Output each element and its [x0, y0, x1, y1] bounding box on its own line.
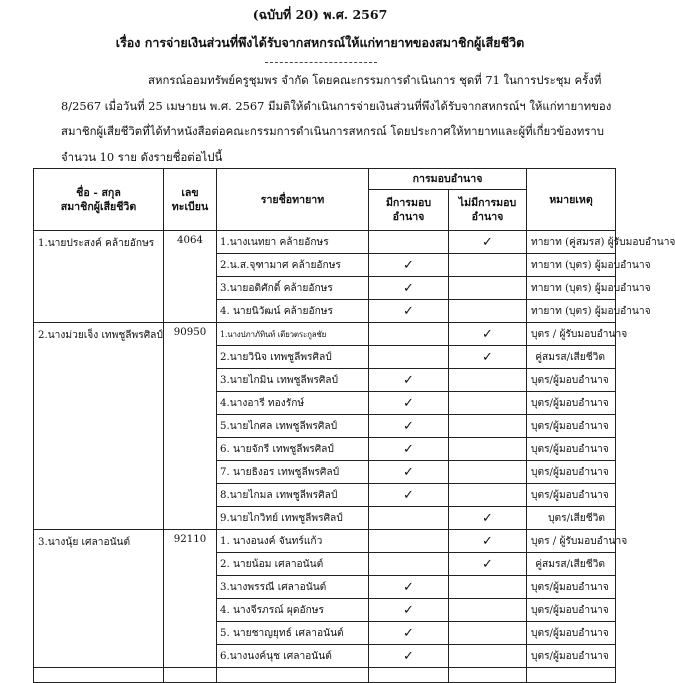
- not-authorized-cell: [449, 461, 527, 484]
- header-authorized: มีการมอบ อำนาจ: [369, 190, 449, 231]
- heir-name-cell: 7. นายธิงอร เทพชูลีพรศิลป์: [217, 461, 369, 484]
- header-remarks: หมายเหตุ: [527, 169, 616, 231]
- header-not-authorized: ไม่มีการมอบ อำนาจ: [449, 190, 527, 231]
- check-mark-icon: ✓: [403, 441, 414, 457]
- table-row: [34, 530, 616, 553]
- heir-name-cell: 2. นายน้อม เศลาอนันต์: [217, 553, 369, 576]
- not-authorized-cell: [449, 254, 527, 277]
- not-authorized-cell: [449, 277, 527, 300]
- remark-cell: บุตร/ผู้มอบอำนาจ: [527, 599, 616, 622]
- remark-cell: บุตร/ผู้มอบอำนาจ: [527, 438, 616, 461]
- table-body: [34, 231, 675, 683]
- authorized-cell: [369, 645, 449, 668]
- check-mark-icon: ✓: [403, 280, 414, 296]
- remark-cell: ทายาท (บุตร) ผู้มอบอำนาจ: [527, 254, 616, 277]
- authorized-cell: [369, 300, 449, 323]
- not-authorized-cell: [449, 323, 527, 346]
- check-mark-icon: ✓: [482, 556, 493, 572]
- intro-line-4: จำนวน 10 ราย ดังรายชื่อต่อไปนี้: [61, 150, 223, 164]
- remark-cell: บุตร/ผู้มอบอำนาจ: [527, 461, 616, 484]
- heir-name-cell: 5. นายชาญยุทธ์ เศลาอนันต์: [217, 622, 369, 645]
- authorized-cell: [369, 553, 449, 576]
- member-name-cell: 1.นายประสงค์ คล้ายอักษร: [34, 231, 164, 323]
- authorized-cell: [369, 392, 449, 415]
- check-mark-icon: ✓: [403, 487, 414, 503]
- not-authorized-cell: [449, 553, 527, 576]
- heir-name-cell: 1.นางเนทยา คล้ายอักษร: [217, 231, 369, 254]
- authorized-cell: [369, 599, 449, 622]
- authorized-cell: [369, 484, 449, 507]
- member-name-cell: 2.นางม่วยเจ็ง เทพชูลีพรศิลป์: [34, 323, 164, 530]
- check-mark-icon: ✓: [403, 372, 414, 388]
- authorized-cell: [369, 231, 449, 254]
- check-mark-icon: ✓: [482, 533, 493, 549]
- empty-cell: [217, 668, 369, 683]
- heir-name-cell: 3.นายอดิศักดิ์ คล้ายอักษร: [217, 277, 369, 300]
- not-authorized-cell: [449, 622, 527, 645]
- empty-cell: [449, 668, 527, 683]
- announcement-subject: เรื่อง การจ่ายเงินส่วนที่พึงได้รับจากสหกรณ์ให้แก่ทายาทของสมาชิกผู้เสียชีวิต: [115, 35, 525, 50]
- reg-no-cell: 90950: [164, 323, 217, 530]
- empty-cell: [369, 668, 449, 683]
- check-mark-icon: ✓: [403, 602, 414, 618]
- remark-cell: ทายาท (คู่สมรส) ผู้รับมอบอำนาจ: [527, 231, 616, 254]
- heir-name-cell: 8.นายไกมล เทพชูลีพรศิลป์: [217, 484, 369, 507]
- check-mark-icon: ✓: [482, 234, 493, 250]
- header-member: ชื่อ - สกุล สมาชิกผู้เสียชีวิต: [34, 169, 164, 231]
- intro-line-3: สมาชิกผู้เสียชีวิตที่ได้ทำหนังสือต่อคณะกรรมการดำเนินการสหกรณ์ โดยประกาศให้ทายาทและผู้ที่เกี่ยวข้องทราบ: [61, 124, 604, 138]
- heir-name-cell: 2.นายวินิจ เทพชูลีพรศิลป์: [217, 346, 369, 369]
- authorized-cell: [369, 346, 449, 369]
- check-mark-icon: ✓: [403, 579, 414, 595]
- heir-name-cell: 5.นายไกศล เทพชูลีพรศิลป์: [217, 415, 369, 438]
- authorized-cell: [369, 369, 449, 392]
- authorized-cell: [369, 415, 449, 438]
- not-authorized-cell: [449, 300, 527, 323]
- remark-cell: บุตร / ผู้รับมอบอำนาจ: [527, 530, 616, 553]
- not-authorized-cell: [449, 484, 527, 507]
- remark-cell: บุตร/ผู้มอบอำนาจ: [527, 369, 616, 392]
- title-divider: [265, 62, 377, 63]
- heir-name-cell: 6. นายจักรี เทพชูลีพรศิลป์: [217, 438, 369, 461]
- authorized-cell: [369, 622, 449, 645]
- member-name-cell: 3.นางนุ้ย เศลาอนันต์: [34, 530, 164, 668]
- check-mark-icon: ✓: [403, 418, 414, 434]
- header-reg-no: เลข ทะเบียน: [164, 169, 217, 231]
- authorized-cell: [369, 254, 449, 277]
- remark-cell: บุตร/ผู้มอบอำนาจ: [527, 645, 616, 668]
- remark-cell: ทายาท (บุตร) ผู้มอบอำนาจ: [527, 277, 616, 300]
- table-header: [34, 169, 616, 231]
- heir-name-cell: 3.นางพรรณี เศลาอนันต์: [217, 576, 369, 599]
- remark-cell: บุตร/ผู้มอบอำนาจ: [527, 576, 616, 599]
- not-authorized-cell: [449, 645, 527, 668]
- header-heirs: รายชื่อทายาท: [217, 169, 369, 231]
- heir-name-cell: 1.นางปภาภัทินท์ เตียวตระกูลชัย: [217, 323, 369, 346]
- not-authorized-cell: [449, 507, 527, 530]
- announcement-number: (ฉบับที่ 20) พ.ศ. 2567: [252, 7, 388, 22]
- heir-name-cell: 4. นายนิวัฒน์ คล้ายอักษร: [217, 300, 369, 323]
- check-mark-icon: ✓: [403, 648, 414, 664]
- not-authorized-cell: [449, 415, 527, 438]
- authorized-cell: [369, 576, 449, 599]
- not-authorized-cell: [449, 392, 527, 415]
- remark-cell: บุตร/ผู้มอบอำนาจ: [527, 415, 616, 438]
- check-mark-icon: ✓: [482, 326, 493, 342]
- remark-cell: คู่สมรส/เสียชีวิต: [527, 553, 616, 576]
- empty-cell: [527, 668, 616, 683]
- authorized-cell: [369, 530, 449, 553]
- heir-name-cell: 4. นางจีรภรณ์ ผุดอักษร: [217, 599, 369, 622]
- empty-cell: [164, 668, 217, 683]
- empty-cell: [34, 668, 164, 683]
- intro-line-2: 8/2567 เมื่อวันที่ 25 เมษายน พ.ศ. 2567 มีมติให้ดำเนินการจ่ายเงินส่วนที่พึงได้รับจากสหกรณ์ฯ ให้แก่ทายาทของ: [61, 99, 612, 113]
- authorized-cell: [369, 461, 449, 484]
- check-mark-icon: ✓: [403, 303, 414, 319]
- heir-name-cell: 2.น.ส.จุฑามาศ คล้ายอักษร: [217, 254, 369, 277]
- not-authorized-cell: [449, 530, 527, 553]
- check-mark-icon: ✓: [403, 257, 414, 273]
- not-authorized-cell: [449, 599, 527, 622]
- remark-cell: บุตร / ผู้รับมอบอำนาจ: [527, 323, 616, 346]
- intro-line-1: สหกรณ์ออมทรัพย์ครูชุมพร จำกัด โดยคณะกรรมการดำเนินการ ชุดที่ 71 ในการประชุม ครั้งที่: [148, 73, 602, 87]
- remark-cell: ทายาท (บุตร) ผู้มอบอำนาจ: [527, 300, 616, 323]
- authorized-cell: [369, 507, 449, 530]
- remark-cell: บุตร/ผู้มอบอำนาจ: [527, 392, 616, 415]
- not-authorized-cell: [449, 231, 527, 254]
- not-authorized-cell: [449, 369, 527, 392]
- table-row-cutoff: [34, 668, 616, 683]
- remark-cell: คู่สมรส/เสียชีวิต: [527, 346, 616, 369]
- not-authorized-cell: [449, 346, 527, 369]
- remark-cell: บุตร/เสียชีวิต: [527, 507, 616, 530]
- remark-cell: บุตร/ผู้มอบอำนาจ: [527, 484, 616, 507]
- check-mark-icon: ✓: [482, 349, 493, 365]
- header-authorization: การมอบอำนาจ: [369, 169, 527, 190]
- reg-no-cell: 4064: [164, 231, 217, 323]
- authorized-cell: [369, 277, 449, 300]
- table-row: [34, 231, 616, 254]
- heirs-table: [33, 168, 675, 683]
- not-authorized-cell: [449, 438, 527, 461]
- check-mark-icon: ✓: [403, 395, 414, 411]
- table-row: [34, 323, 616, 346]
- heir-name-cell: 9.นายไกวิทย์ เทพชูลีพรศิลป์: [217, 507, 369, 530]
- heir-name-cell: 6.นางนงค์นุช เศลาอนันต์: [217, 645, 369, 668]
- authorized-cell: [369, 323, 449, 346]
- check-mark-icon: ✓: [403, 464, 414, 480]
- reg-no-cell: 92110: [164, 530, 217, 668]
- check-mark-icon: ✓: [403, 625, 414, 641]
- authorized-cell: [369, 438, 449, 461]
- not-authorized-cell: [449, 576, 527, 599]
- check-mark-icon: ✓: [482, 510, 493, 526]
- remark-cell: บุตร/ผู้มอบอำนาจ: [527, 622, 616, 645]
- heir-name-cell: 1. นางอนงค์ จันทร์แก้ว: [217, 530, 369, 553]
- heir-name-cell: 4.นางอารี ทองรักษ์: [217, 392, 369, 415]
- heir-name-cell: 3.นายไกมิน เทพชูลีพรศิลป์: [217, 369, 369, 392]
